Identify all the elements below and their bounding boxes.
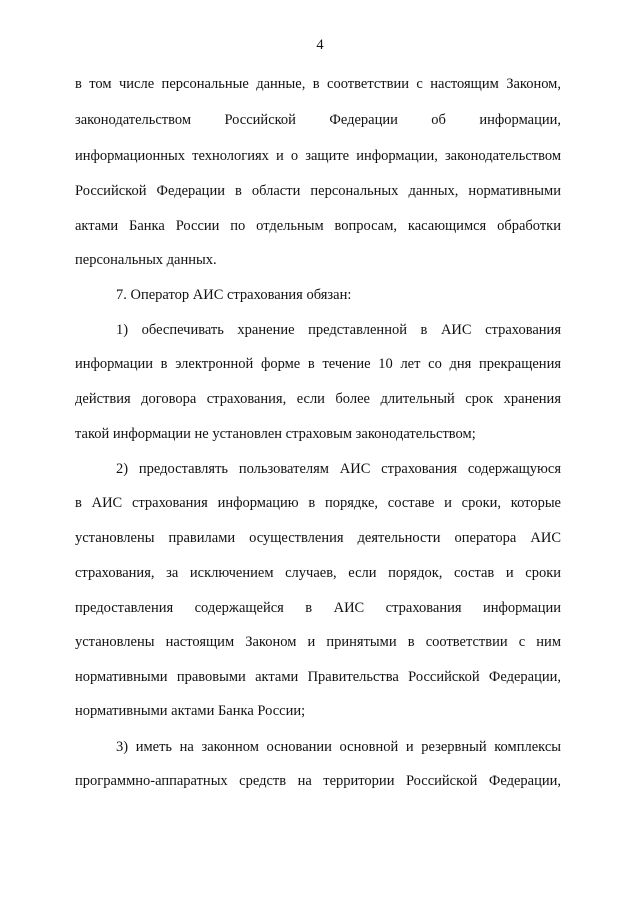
text-line: нормативными правовыми актами Правительства Российской Федерации,: [75, 669, 561, 685]
text-line: установлены настоящим Законом и принятыми в соответствии с ним: [75, 634, 561, 650]
text-line: 1) обеспечивать хранение представленной в АИС страхования: [116, 322, 561, 338]
text-line: законодательством Российской Федерации об информации,: [75, 112, 561, 128]
page-number: 4: [316, 37, 324, 53]
text-line: предоставления содержащейся в АИС страхования информации: [75, 600, 561, 616]
text-line: страхования, за исключением случаев, если порядок, состав и сроки: [75, 565, 561, 581]
text-line: действия договора страхования, если более длительный срок хранения: [75, 391, 561, 407]
text-line: в АИС страхования информацию в порядке, составе и сроки, которые: [75, 495, 561, 511]
text-line: в том числе персональные данные, в соответствии с настоящим Законом,: [75, 76, 561, 92]
text-line: программно-аппаратных средств на территории Российской Федерации,: [75, 773, 561, 789]
text-line: персональных данных.: [75, 252, 217, 268]
text-line: такой информации не установлен страховым законодательством;: [75, 426, 476, 442]
text-line: актами Банка России по отдельным вопросам, касающимся обработки: [75, 218, 561, 234]
text-line: Российской Федерации в области персональных данных, нормативными: [75, 183, 561, 199]
text-line: информации в электронной форме в течение 10 лет со дня прекращения: [75, 356, 561, 372]
text-line: 2) предоставлять пользователям АИС страхования содержащуюся: [116, 461, 561, 477]
text-line: установлены правилами осуществления деятельности оператора АИС: [75, 530, 561, 546]
section-heading: 7. Оператор АИС страхования обязан:: [116, 287, 352, 303]
text-line: 3) иметь на законном основании основной и резервный комплексы: [116, 739, 561, 755]
text-line: нормативными актами Банка России;: [75, 703, 306, 719]
text-line: информационных технологиях и о защите информации, законодательством: [75, 148, 561, 164]
